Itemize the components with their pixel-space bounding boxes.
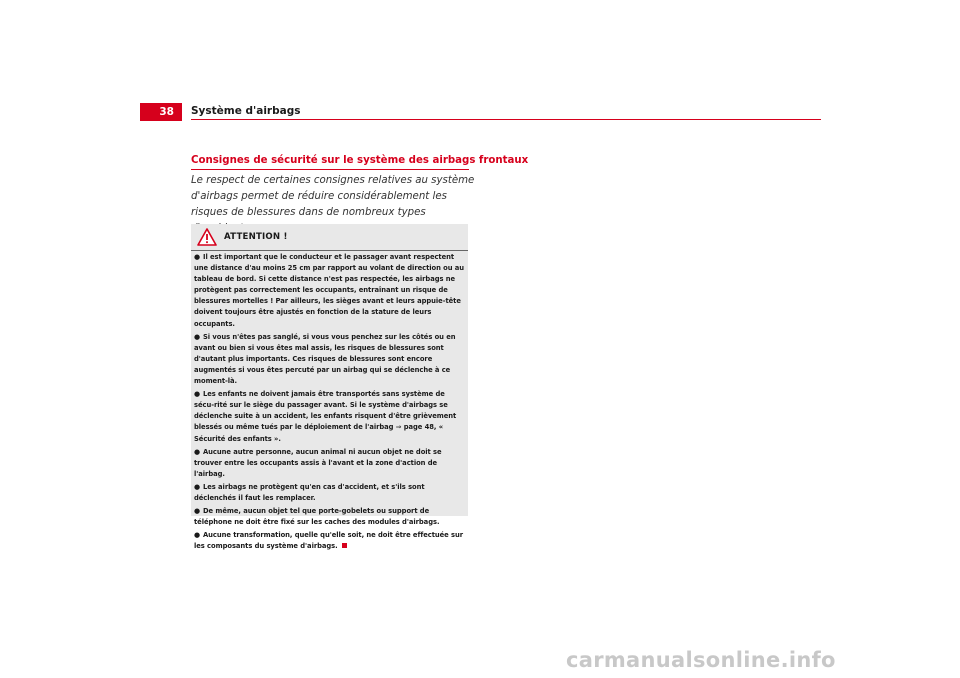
bullet-icon: ● — [194, 507, 201, 516]
section-rule — [191, 169, 469, 170]
bullet-icon: ● — [194, 332, 201, 341]
warning-box — [191, 224, 468, 551]
watermark: carmanualsonline.info — [566, 648, 836, 672]
bullet-icon: ● — [194, 253, 201, 261]
bullet-icon: ● — [194, 531, 201, 540]
header-title: Système d'airbags — [191, 105, 301, 117]
list-item: ● De même, aucun objet tel que porte-gobelets ou support de téléphone ne doit être fixé sur les caches des modules d'airbags. — [194, 507, 440, 527]
list-item: ● Les enfants ne doivent jamais être transportés sans système de sécu-rité sur le siège du passager avant. Si le système d'airbags se déclenche suite à un accident, les enfants risquent d'être grièvement blessés ou même tués par le déploiement de l'airbag ⇒ page 48, « Sécurité des enfants ». — [194, 390, 457, 443]
bullet-icon: ● — [194, 390, 201, 399]
end-square-icon — [342, 543, 347, 548]
section-intro: Le respect de certaines consignes relatives au système d'airbags permet de réduire considérablement les risques de blessures dans de nombreux types — [191, 175, 475, 218]
reference-arrow-icon: ⇒ — [395, 423, 402, 432]
warning-list — [194, 252, 466, 554]
list-item: ● Il est important que le conducteur et le passager avant respectent une distance d'au moins 25 cm par rapport au volant de direction ou au tableau de bord. Si cette distance n'est pas respectée, les airbags ne protègent pas correctement les occupants, entraînant un risque de blessures mortelles ! Par ailleurs, les sièges avant et leurs appuie-tête doivent toujours être ajustés en fonction de la stature de leurs occupants. — [194, 253, 465, 328]
warning-header — [191, 224, 468, 248]
bullet-icon: ● — [194, 447, 201, 456]
bullet-icon: ● — [194, 482, 201, 491]
page-number: 38 — [140, 103, 182, 121]
section-title: Consignes de sécurité sur le système des airbags frontaux — [191, 155, 529, 166]
warning-triangle-icon — [197, 228, 217, 246]
warning-label: ATTENTION ! — [224, 232, 288, 242]
list-item: ● Aucune autre personne, aucun animal ni aucun objet ne doit se trouver entre les occupants assis à l'avant et la zone d'action de l'airbag. — [194, 447, 442, 478]
list-item: ● Aucune transformation, quelle qu'elle soit, ne doit être effectuée sur les composants du système d'airbags. — [194, 531, 463, 551]
page-reference-link[interactable]: page 48, « Sécurité des enfants ». — [194, 423, 444, 443]
header-rule — [191, 119, 821, 120]
list-item: ● Si vous n'êtes pas sanglé, si vous vous penchez sur les côtés ou en avant ou bien si vous êtes mal assis, les risques de blessures sont d'autant plus importants. Ces risques de blessures sont encore augmentés si vous êtes percuté par un airbag qui se déclenche à ce moment-là. — [194, 332, 456, 386]
list-item: ● Les airbags ne protègent qu'en cas d'accident, et s'ils sont déclenchés il faut les remplacer. — [194, 482, 425, 502]
warning-rule — [191, 250, 468, 251]
